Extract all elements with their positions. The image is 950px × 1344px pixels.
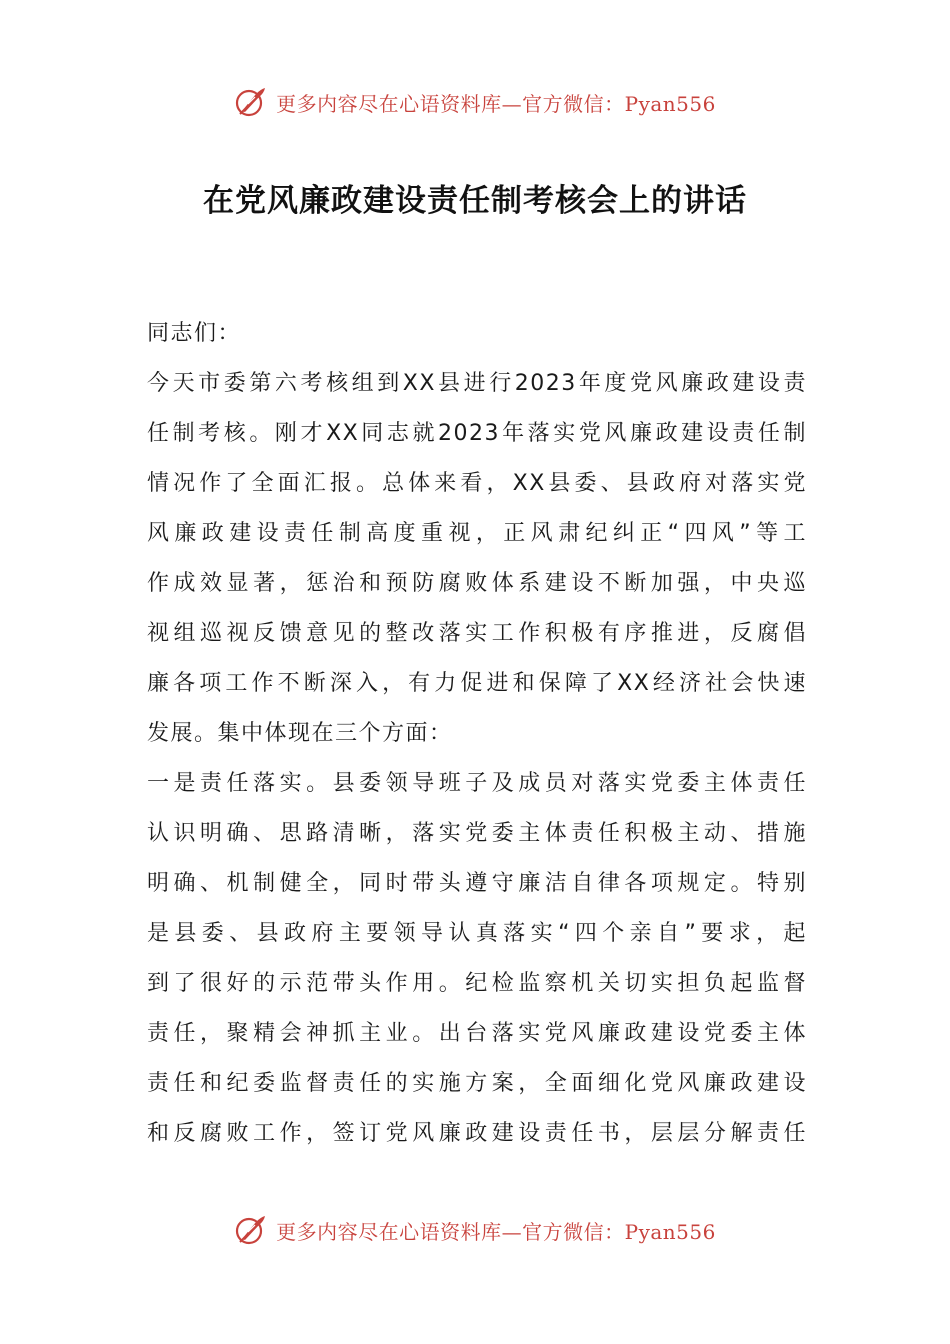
footer-watermark	[0, 1210, 950, 1250]
watermark-group	[234, 1213, 716, 1247]
watermark-text: 更多内容尽在心语资料库—官方微信：Pyan556	[276, 91, 716, 116]
body-line: 是县委、县政府主要领导认真落实“四个亲自”要求，起	[147, 921, 807, 946]
document-body	[147, 309, 807, 1159]
body-line: 情况作了全面汇报。总体来看，XX县委、县政府对落实党	[147, 471, 807, 496]
body-line: 作成效显著，惩治和预防腐败体系建设不断加强，中央巡	[147, 571, 807, 596]
header-watermark	[0, 82, 950, 122]
body-line: 任制考核。刚才XX同志就2023年落实党风廉政建设责任制	[147, 421, 807, 446]
quill-pen-circle-icon	[234, 85, 268, 119]
body-line: 和反腐败工作，签订党风廉政建设责任书，层层分解责任	[147, 1121, 807, 1146]
body-line: 明确、机制健全，同时带头遵守廉洁自律各项规定。特别	[147, 871, 807, 896]
body-line: 廉各项工作不断深入，有力促进和保障了XX经济社会快速	[147, 671, 807, 696]
watermark-group	[234, 85, 716, 119]
body-line: 今天市委第六考核组到XX县进行2023年度党风廉政建设责	[147, 371, 807, 396]
body-line: 一是责任落实。县委领导班子及成员对落实党委主体责任	[147, 771, 807, 796]
body-line: 责任，聚精会神抓主业。出台落实党风廉政建设党委主体	[147, 1021, 807, 1046]
body-line: 认识明确、思路清晰，落实党委主体责任积极主动、措施	[147, 821, 807, 846]
body-line: 视组巡视反馈意见的整改落实工作积极有序推进，反腐倡	[147, 621, 807, 646]
body-line: 风廉政建设责任制高度重视，正风肃纪纠正“四风”等工	[147, 521, 807, 546]
body-line: 到了很好的示范带头作用。纪检监察机关切实担负起监督	[147, 971, 807, 996]
body-line: 同志们：	[147, 321, 242, 346]
body-line: 发展。集中体现在三个方面：	[147, 721, 453, 746]
document-title: 在党风廉政建设责任制考核会上的讲话	[203, 183, 747, 219]
watermark-text: 更多内容尽在心语资料库—官方微信：Pyan556	[276, 1219, 716, 1244]
body-line: 责任和纪委监督责任的实施方案，全面细化党风廉政建设	[147, 1071, 807, 1096]
quill-pen-circle-icon	[234, 1213, 268, 1247]
